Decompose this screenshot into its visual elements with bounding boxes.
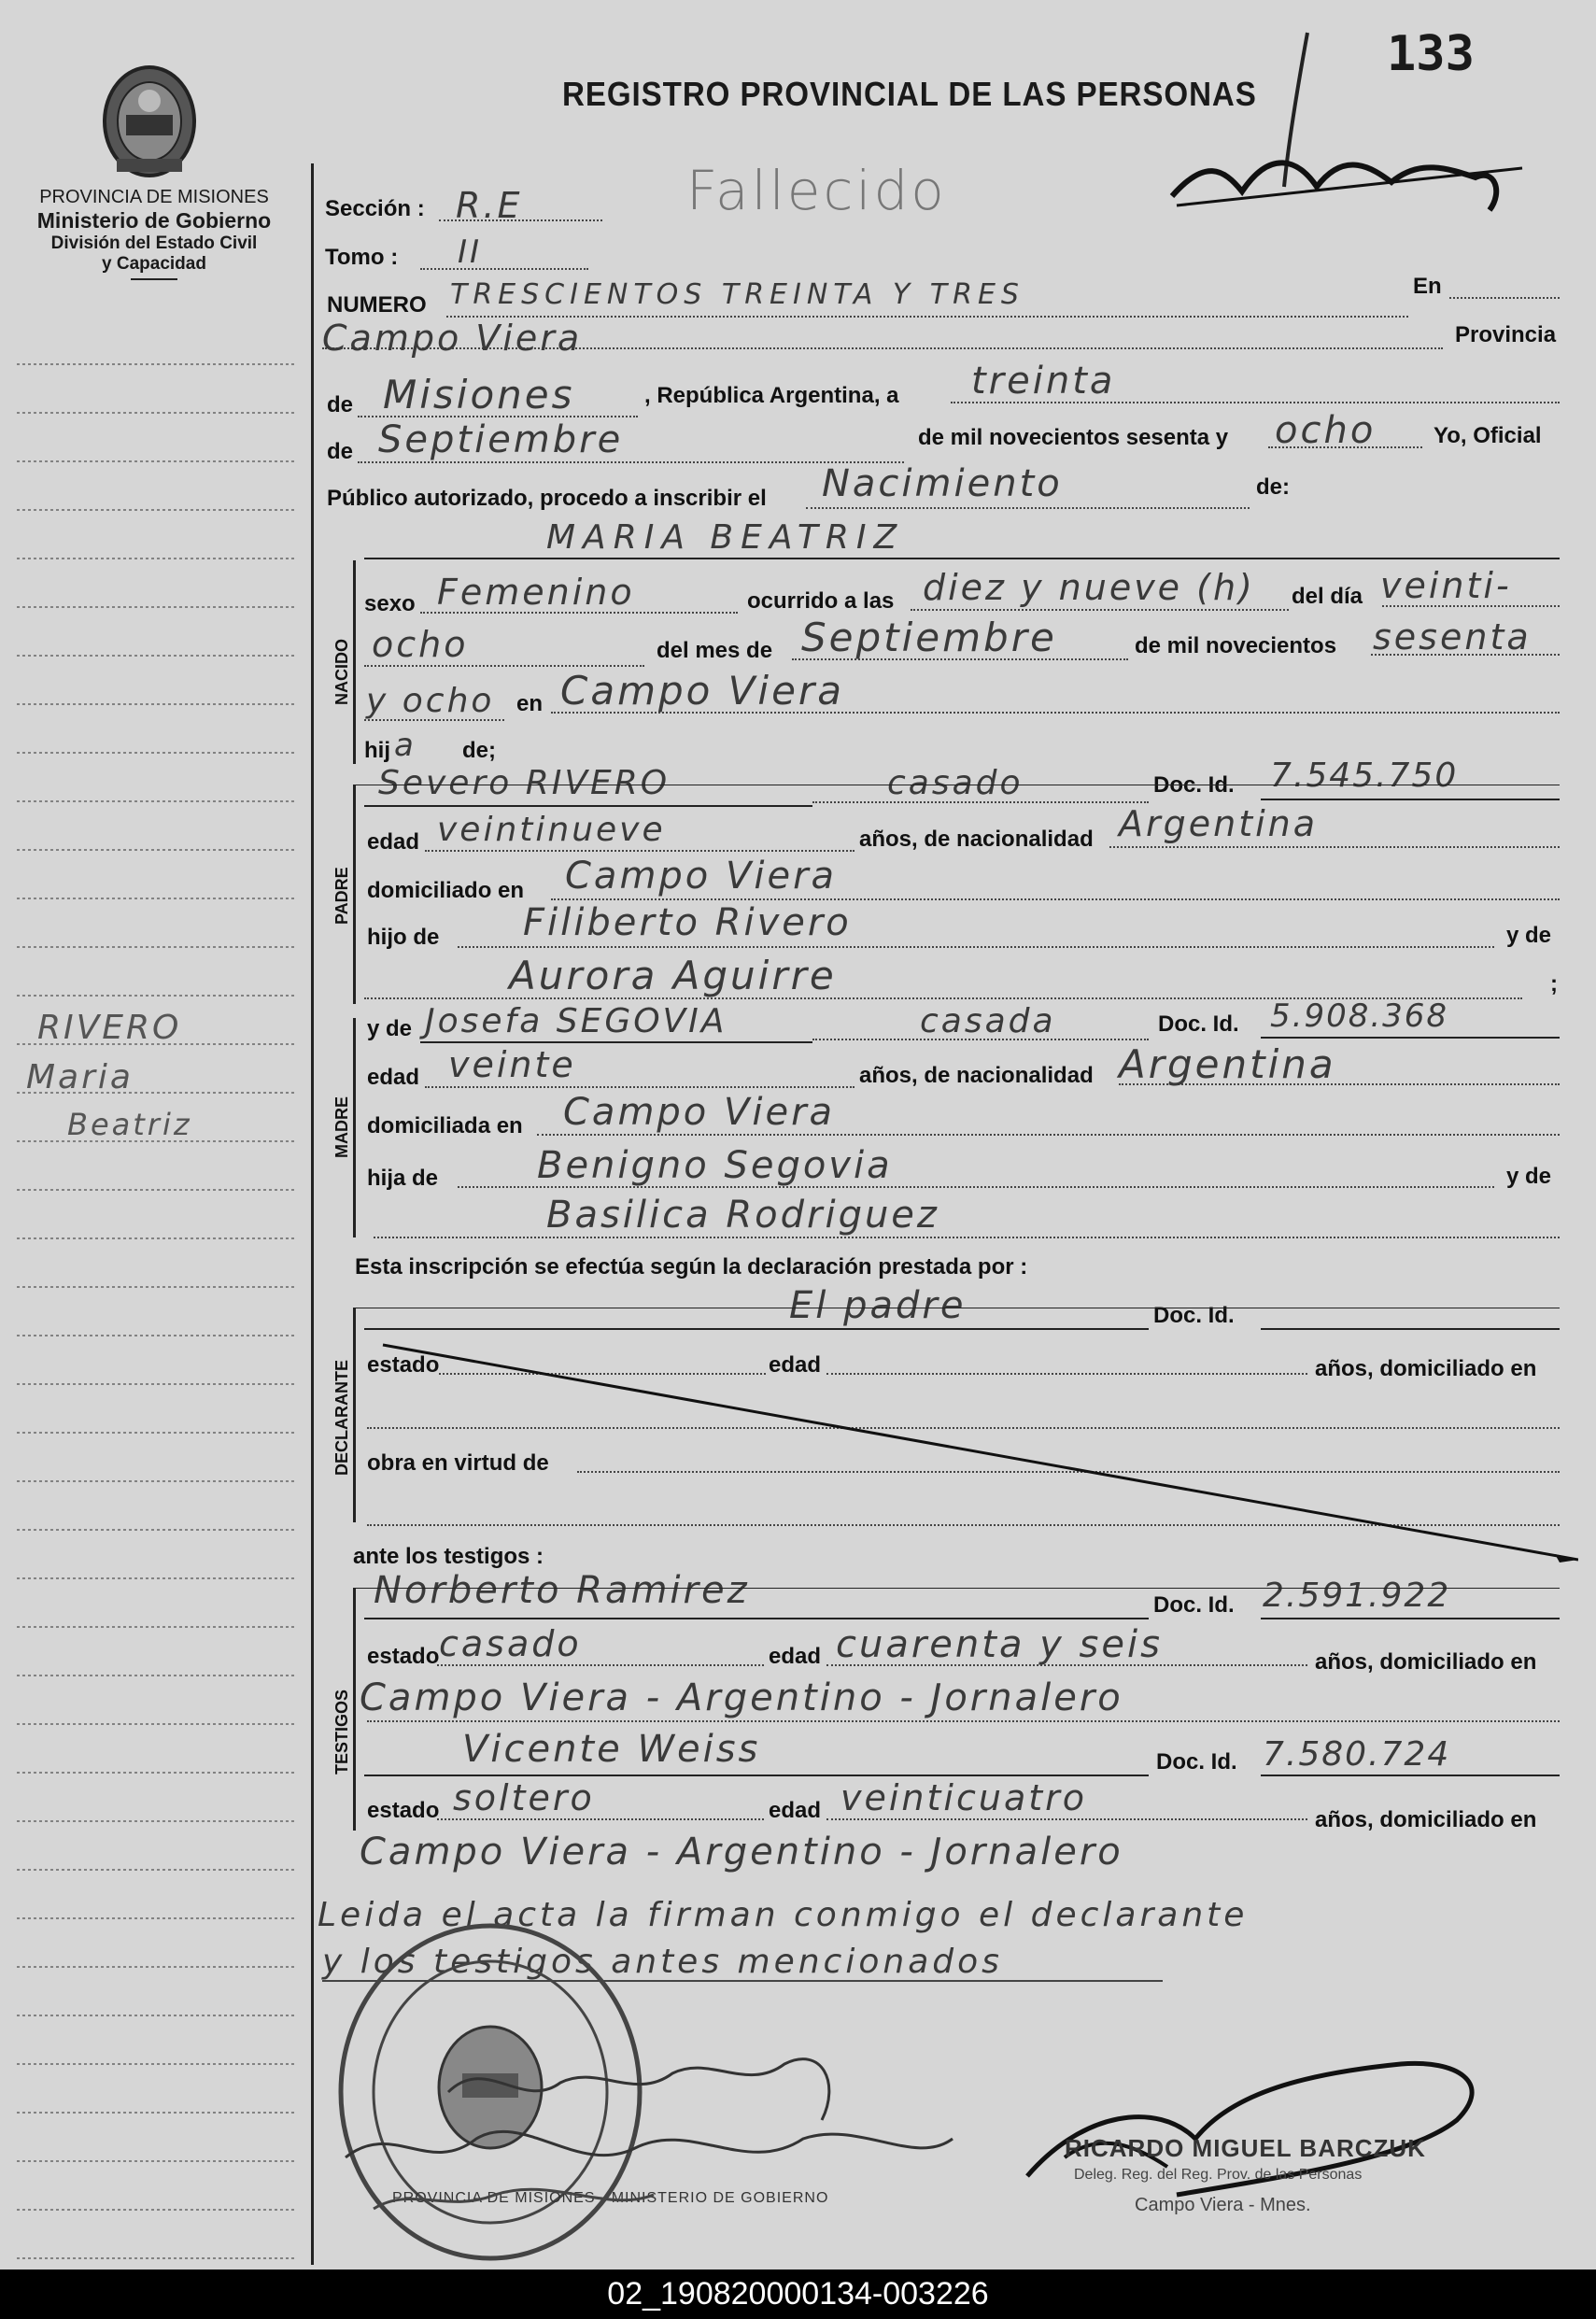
sexo-value: Femenino	[437, 572, 635, 613]
division-label-2: y Capacidad	[102, 254, 206, 274]
madre-yde-label-2: y de	[1506, 1164, 1552, 1189]
dia-value-1: veinti-	[1380, 565, 1512, 606]
declarante-section-label: DECLARANTE	[332, 1360, 351, 1476]
testigo2-dom-value: Campo Viera - Argentino - Jornalero	[360, 1831, 1123, 1874]
republica-label: , República Argentina, a	[644, 383, 899, 408]
declarante-estado-label: estado	[367, 1352, 440, 1378]
testigo2-estado-field	[437, 1818, 764, 1820]
testigo2-doc-label: Doc. Id.	[1156, 1749, 1237, 1775]
en-field	[1449, 297, 1560, 299]
anio-value: ocho	[1275, 409, 1377, 452]
issuer-rule	[131, 278, 177, 280]
padre-padre-field	[458, 946, 1494, 948]
madre-madre-value: Basilica Rodriguez	[546, 1194, 939, 1237]
top-signature	[1167, 28, 1541, 215]
madre-yde-label: y de	[367, 1016, 413, 1041]
madre-dom-value: Campo Viera	[563, 1091, 836, 1134]
testigos-bracket	[353, 1588, 356, 1831]
hijo-de-label: de;	[462, 738, 496, 763]
seccion-value: R.E	[456, 185, 523, 226]
officer-place: Campo Viera - Mnes.	[1135, 2195, 1311, 2215]
declarante-obra-label: obra en virtud de	[367, 1450, 549, 1476]
testigo1-dom-field	[367, 1720, 1560, 1722]
numero-label: NUMERO	[327, 292, 427, 318]
nacido-name-line	[364, 558, 1560, 559]
padre-bracket	[353, 785, 356, 1004]
madre-edad-value: veinte	[448, 1044, 576, 1085]
testigo1-doc-label: Doc. Id.	[1153, 1592, 1235, 1618]
margin-surname: RIVERO	[37, 1009, 182, 1047]
nacido-lugar-value: Campo Viera	[560, 668, 844, 714]
coat-of-arms-icon	[98, 64, 201, 180]
padre-nac-field	[1109, 846, 1560, 848]
nacido-bracket	[353, 560, 356, 764]
page-title: REGISTRO PROVINCIAL DE LAS PERSONAS	[562, 75, 1257, 113]
madre-nombre: Josefa SEGOVIA	[425, 1002, 727, 1040]
margin-given-1: Maria	[26, 1058, 134, 1096]
madre-section-label: MADRE	[332, 1096, 351, 1158]
padre-yde-label: y de	[1506, 923, 1552, 948]
province-label: PROVINCIA DE MISIONES	[39, 187, 269, 207]
madre-edad-field	[425, 1086, 854, 1088]
seccion-label: Sección :	[325, 196, 425, 221]
padre-doc-line	[1261, 799, 1560, 800]
testigo1-doc-line	[1261, 1618, 1560, 1619]
nacido-mes-value: Septiembre	[801, 615, 1057, 660]
nacido-anio-value-2: y ocho	[366, 682, 495, 720]
issuer-block	[9, 187, 299, 280]
padre-estado-field	[812, 801, 1149, 803]
mil-label: de mil novecientos	[1135, 633, 1337, 658]
hora-field	[911, 609, 1289, 611]
testigo1-dom-value: Campo Viera - Argentino - Jornalero	[360, 1676, 1123, 1719]
del-dia-label: del día	[1292, 584, 1363, 609]
testigo1-estado-value: casado	[439, 1623, 582, 1664]
acto-field	[806, 507, 1250, 509]
nacido-anio-value-1: sesenta	[1373, 616, 1532, 658]
madre-dom-field	[537, 1134, 1560, 1136]
madre-nac-value: Argentina	[1119, 1041, 1336, 1087]
padre-edad-value: veintinueve	[437, 811, 666, 849]
declarante-strike-line	[364, 1326, 1578, 1569]
sexo-label: sexo	[364, 591, 416, 616]
madre-dom-label: domiciliada en	[367, 1113, 523, 1138]
ocurrido-label: ocurrido a las	[747, 588, 895, 614]
acto-value: Nacimiento	[822, 462, 1063, 505]
declarante-bracket	[353, 1308, 356, 1522]
anio-label: de mil novecientos sesenta y	[918, 425, 1229, 450]
hora-value: diez y nueve (h)	[923, 567, 1255, 608]
testigo2-doc-line	[1261, 1775, 1560, 1776]
tomo-value: II	[458, 233, 483, 271]
mes-label: del mes de	[657, 638, 773, 663]
testigos-top-line	[353, 1588, 1560, 1589]
testigos-intro: ante los testigos :	[353, 1544, 544, 1569]
testigo1-estado-label: estado	[367, 1644, 440, 1669]
declarante-edad-label: edad	[769, 1352, 822, 1378]
footer-code: 02_190820000134-003226	[0, 2270, 1596, 2319]
padre-edad-label: edad	[367, 829, 420, 855]
tomo-field	[420, 268, 588, 270]
provincia-label: Provincia	[1455, 322, 1557, 347]
mes-value: Septiembre	[378, 418, 624, 461]
publico-label: Público autorizado, procedo a inscribir el	[327, 486, 767, 511]
testigo2-name-line	[364, 1775, 1149, 1776]
padre-nombre: Severo RIVERO	[378, 764, 671, 802]
testigo1-edad-value: cuarenta y seis	[836, 1623, 1163, 1666]
witness-signatures	[336, 2036, 990, 2223]
de-colon-label: de:	[1256, 474, 1290, 500]
padre-edad-field	[425, 850, 854, 852]
madre-edad-label: edad	[367, 1065, 420, 1090]
form-left-border	[311, 163, 314, 2265]
provincia-value: Misiones	[383, 372, 575, 417]
numero-value: TRESCIENTOS TREINTA Y TRES	[450, 278, 1024, 311]
padre-doc-value: 7.545.750	[1270, 757, 1459, 795]
ministry-label: Ministerio de Gobierno	[36, 208, 272, 233]
declarante-dom-label: años, domiciliado en	[1315, 1356, 1537, 1381]
testigo2-nombre: Vicente Weiss	[462, 1728, 761, 1771]
madre-madre-field	[374, 1237, 1560, 1238]
division-label: División del Estado Civil	[50, 233, 258, 253]
declarante-nombre: El padre	[789, 1284, 967, 1327]
testigos-section-label: TESTIGOS	[332, 1689, 351, 1775]
padre-dom-label: domiciliado en	[367, 878, 525, 903]
dia-value: treinta	[971, 360, 1116, 403]
page-number: 133	[1387, 26, 1475, 82]
padre-semicolon: ;	[1550, 971, 1558, 997]
de-label-2: de	[327, 439, 354, 464]
testigo1-edad-label: edad	[769, 1644, 822, 1669]
dia-value-2: ocho	[372, 624, 469, 665]
hijo-suffix: a	[394, 727, 417, 764]
testigo2-dom-label: años, domiciliado en	[1315, 1807, 1537, 1832]
testigo2-edad-label: edad	[769, 1798, 822, 1823]
tomo-label: Tomo :	[325, 245, 399, 270]
madre-doc-line	[1261, 1037, 1560, 1039]
testigo2-edad-value: veinticuatro	[840, 1777, 1087, 1818]
madre-name-line	[420, 1041, 812, 1043]
lugar-value: Campo Viera	[322, 318, 583, 359]
madre-doc-value: 5.908.368	[1270, 997, 1449, 1035]
dia-field-2	[364, 665, 644, 667]
declarante-doc-label: Doc. Id.	[1153, 1303, 1235, 1328]
margin-given-2: Beatriz	[67, 1107, 192, 1142]
testigo2-edad-field	[826, 1818, 1307, 1820]
madre-nac-label: años, de nacionalidad	[859, 1063, 1094, 1088]
madre-padre-value: Benigno Segovia	[537, 1144, 893, 1187]
padre-hijo-label: hijo de	[367, 925, 440, 950]
padre-estado: casado	[887, 764, 1024, 802]
madre-bracket	[353, 1018, 356, 1237]
padre-section-label: PADRE	[332, 867, 351, 925]
closing-line-2: y los testigos antes mencionados	[322, 1943, 1003, 1981]
padre-doc-label: Doc. Id.	[1153, 772, 1235, 798]
status-annotation: Fallecido	[686, 159, 947, 222]
padre-name-line	[364, 805, 812, 807]
numero-field	[446, 316, 1408, 318]
padre-nac-value: Argentina	[1119, 803, 1319, 844]
padre-dom-field	[551, 898, 1560, 900]
padre-madre-value: Aurora Aguirre	[509, 953, 837, 998]
testigo1-name-line	[364, 1618, 1149, 1619]
nacido-en-label: en	[516, 691, 544, 716]
testigo1-estado-field	[437, 1664, 764, 1666]
padre-dom-value: Campo Viera	[565, 855, 838, 898]
testigo2-estado-value: soltero	[453, 1777, 595, 1818]
madre-estado-field	[812, 1039, 1149, 1040]
testigo2-doc-value: 7.580.724	[1263, 1735, 1451, 1774]
padre-padre-value: Filiberto Rivero	[523, 901, 852, 944]
seal-text: PROVINCIA DE MISIONES - MINISTERIO DE GOBIERNO	[392, 2190, 829, 2206]
officer-name: RICARDO MIGUEL BARCZUK	[1065, 2134, 1426, 2162]
hijo-label: hij	[364, 738, 390, 763]
oficial-label: Yo, Oficial	[1434, 423, 1542, 448]
closing-line-1: Leida el acta la firman conmigo el declarante	[318, 1896, 1249, 1934]
testigo1-doc-value: 2.591.922	[1263, 1577, 1451, 1615]
de-label: de	[327, 392, 354, 417]
madre-estado: casada	[920, 1002, 1056, 1040]
en-label: En	[1413, 274, 1442, 299]
testigo1-dom-label: años, domiciliado en	[1315, 1649, 1537, 1675]
madre-hija-label: hija de	[367, 1166, 439, 1191]
nacido-section-label: NACIDO	[332, 639, 351, 705]
officer-title: Deleg. Reg. del Reg. Prov. de las Personas	[1074, 2167, 1363, 2183]
madre-doc-label: Doc. Id.	[1158, 1011, 1239, 1037]
testigo2-estado-label: estado	[367, 1798, 440, 1823]
padre-nac-label: años, de nacionalidad	[859, 827, 1094, 852]
declarante-intro: Esta inscripción se efectúa según la declaración prestada por :	[355, 1254, 1028, 1280]
nacido-nombre: MARIA BEATRIZ	[546, 518, 905, 557]
testigo1-nombre: Norberto Ramirez	[374, 1569, 750, 1612]
